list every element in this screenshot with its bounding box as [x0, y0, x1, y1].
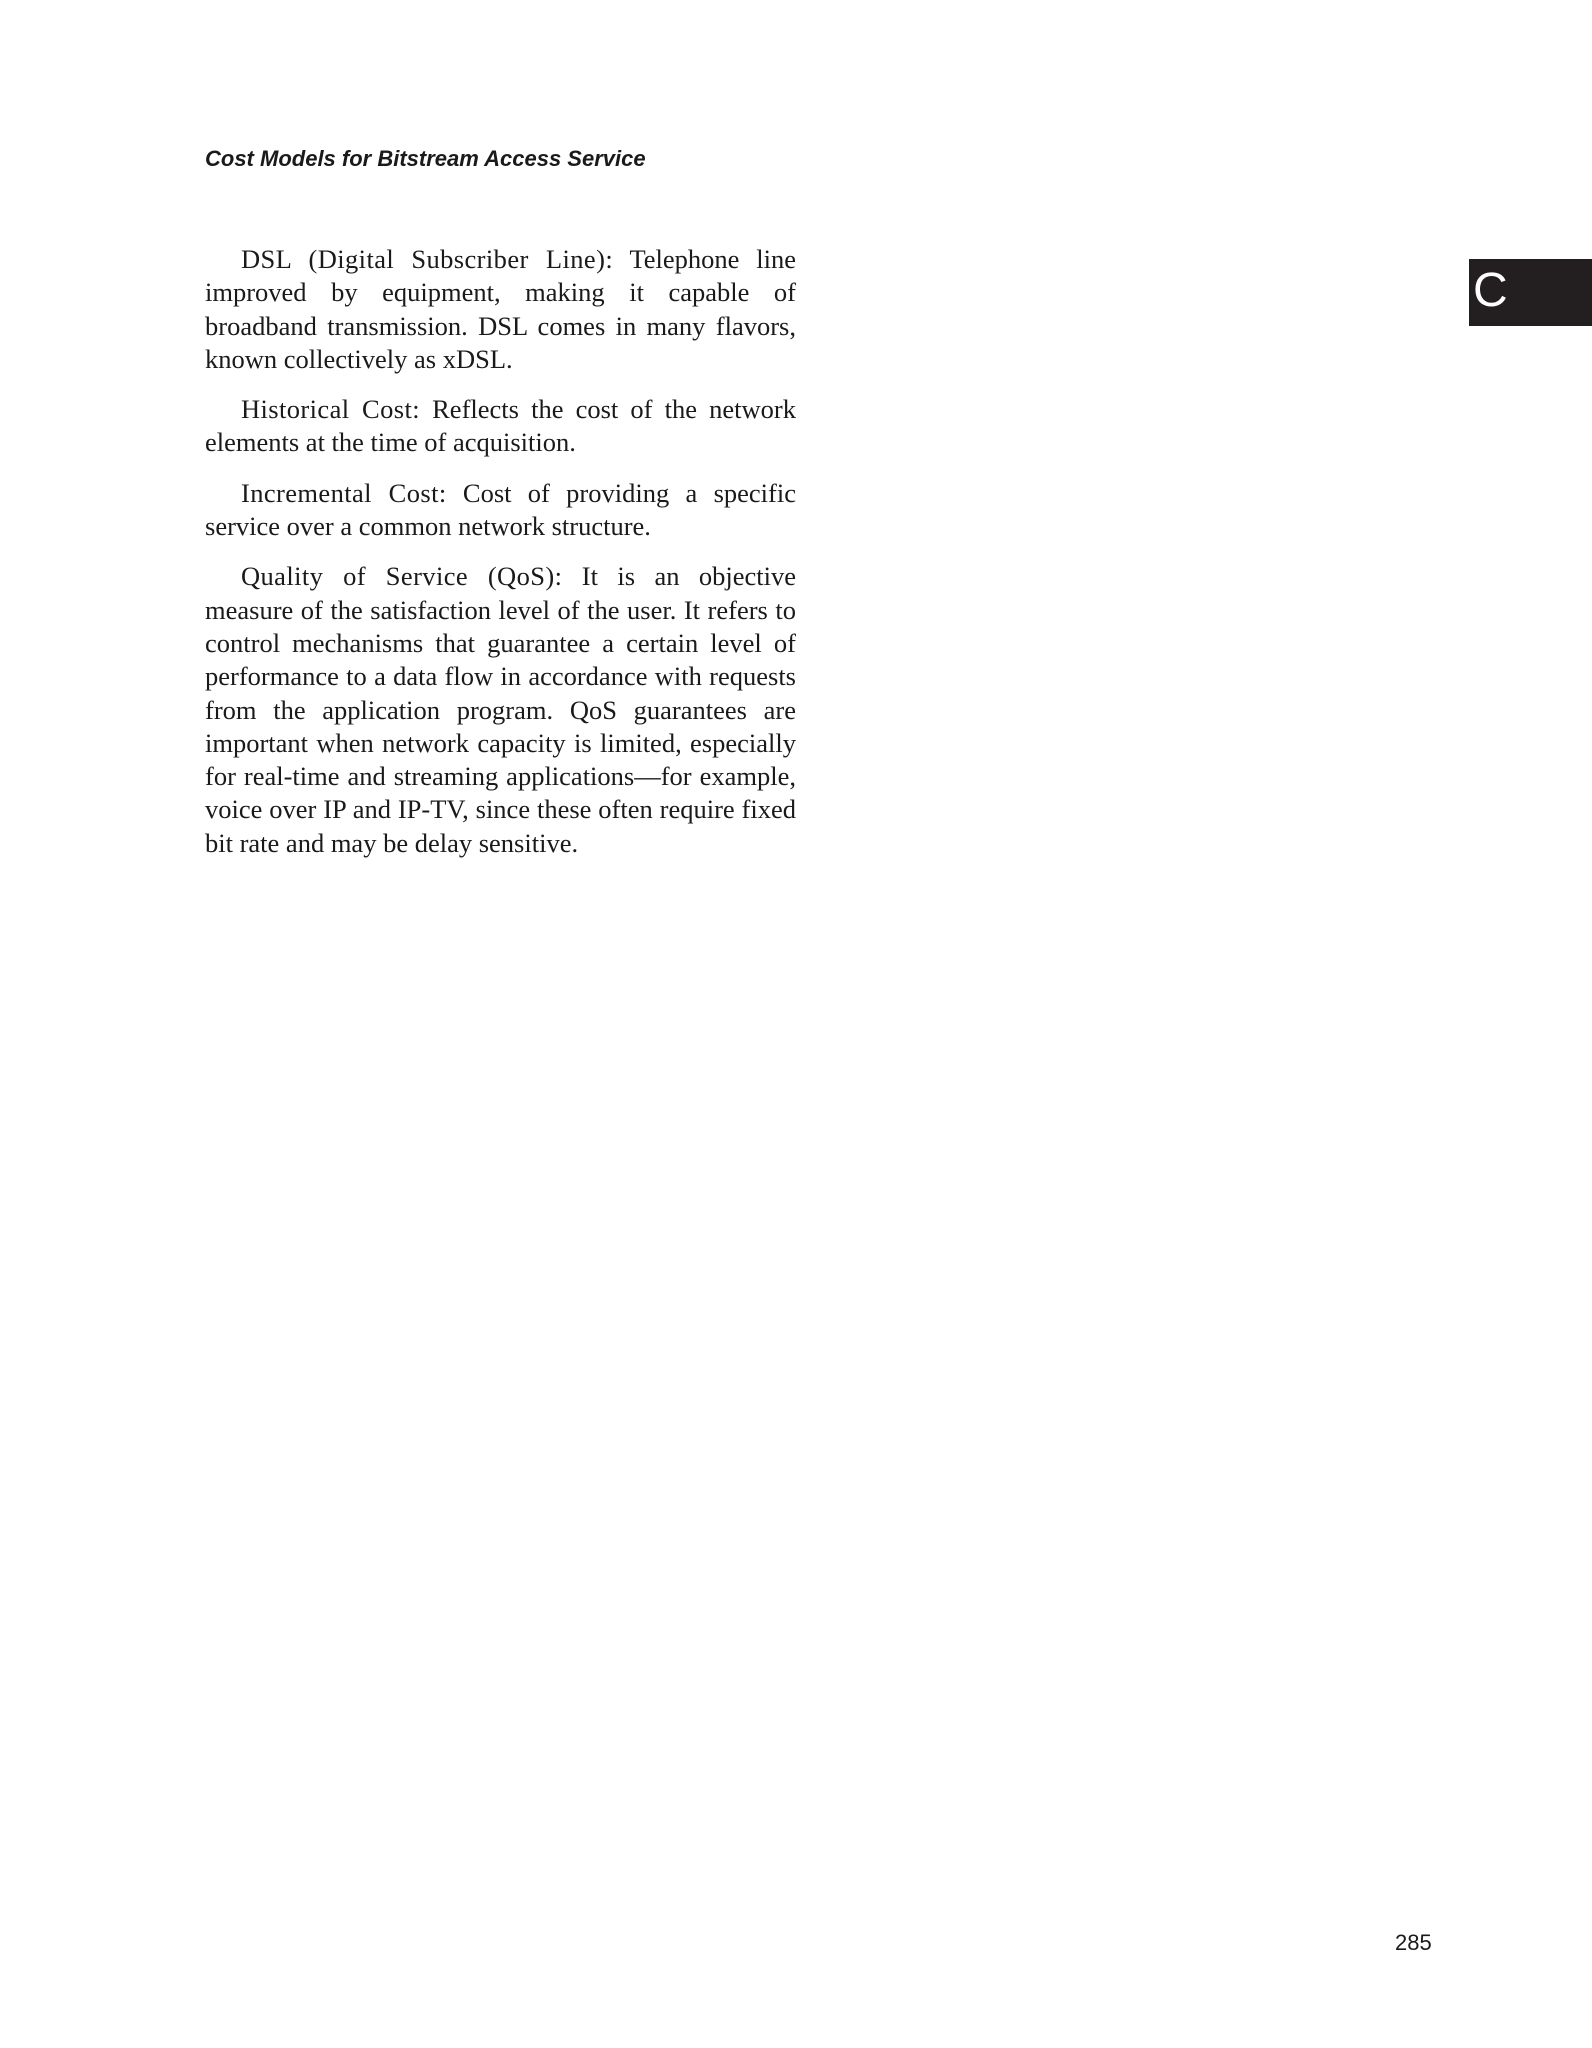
section-tab: [1469, 259, 1592, 326]
page-number: 285: [1395, 1930, 1432, 1955]
glossary-entry-dsl: [205, 243, 796, 376]
glossary-term: Quality of Service (QoS):: [241, 561, 563, 592]
glossary-entry-incremental-cost: [205, 477, 796, 544]
glossary-definition: It is an objective measure of the satisfaction level of the user. It refers to control mechanisms that guarantee a certain level of performance to a data flow in accordance with requests from the application program. QoS guarantees are important when network capacity is limited, especially for real-time and streaming applications—for example, voice over IP and IP-TV, since these often require fixed bit rate and may be delay sensitive.: [205, 561, 796, 858]
running-header: Cost Models for Bitstream Access Service: [205, 146, 646, 171]
glossary-entry-qos: [205, 560, 796, 860]
section-tab-letter: C: [1473, 264, 1508, 317]
glossary-term: Incremental Cost:: [241, 477, 447, 508]
glossary-term: DSL (Digital Subscriber Line):: [241, 244, 614, 274]
glossary-definition: Telephone line improved by equipment, making it capable of broadband transmission. DSL comes in many flavors, known collectively as xDSL.: [205, 244, 796, 374]
glossary-column: [205, 243, 796, 877]
glossary-term: Historical Cost:: [241, 394, 420, 425]
glossary-definition: Reflects the cost of the network elements at the time of acquisition.: [205, 394, 796, 458]
glossary-definition: Cost of providing a specific service over a common network structure.: [205, 477, 796, 542]
glossary-entry-historical-cost: [205, 393, 796, 460]
